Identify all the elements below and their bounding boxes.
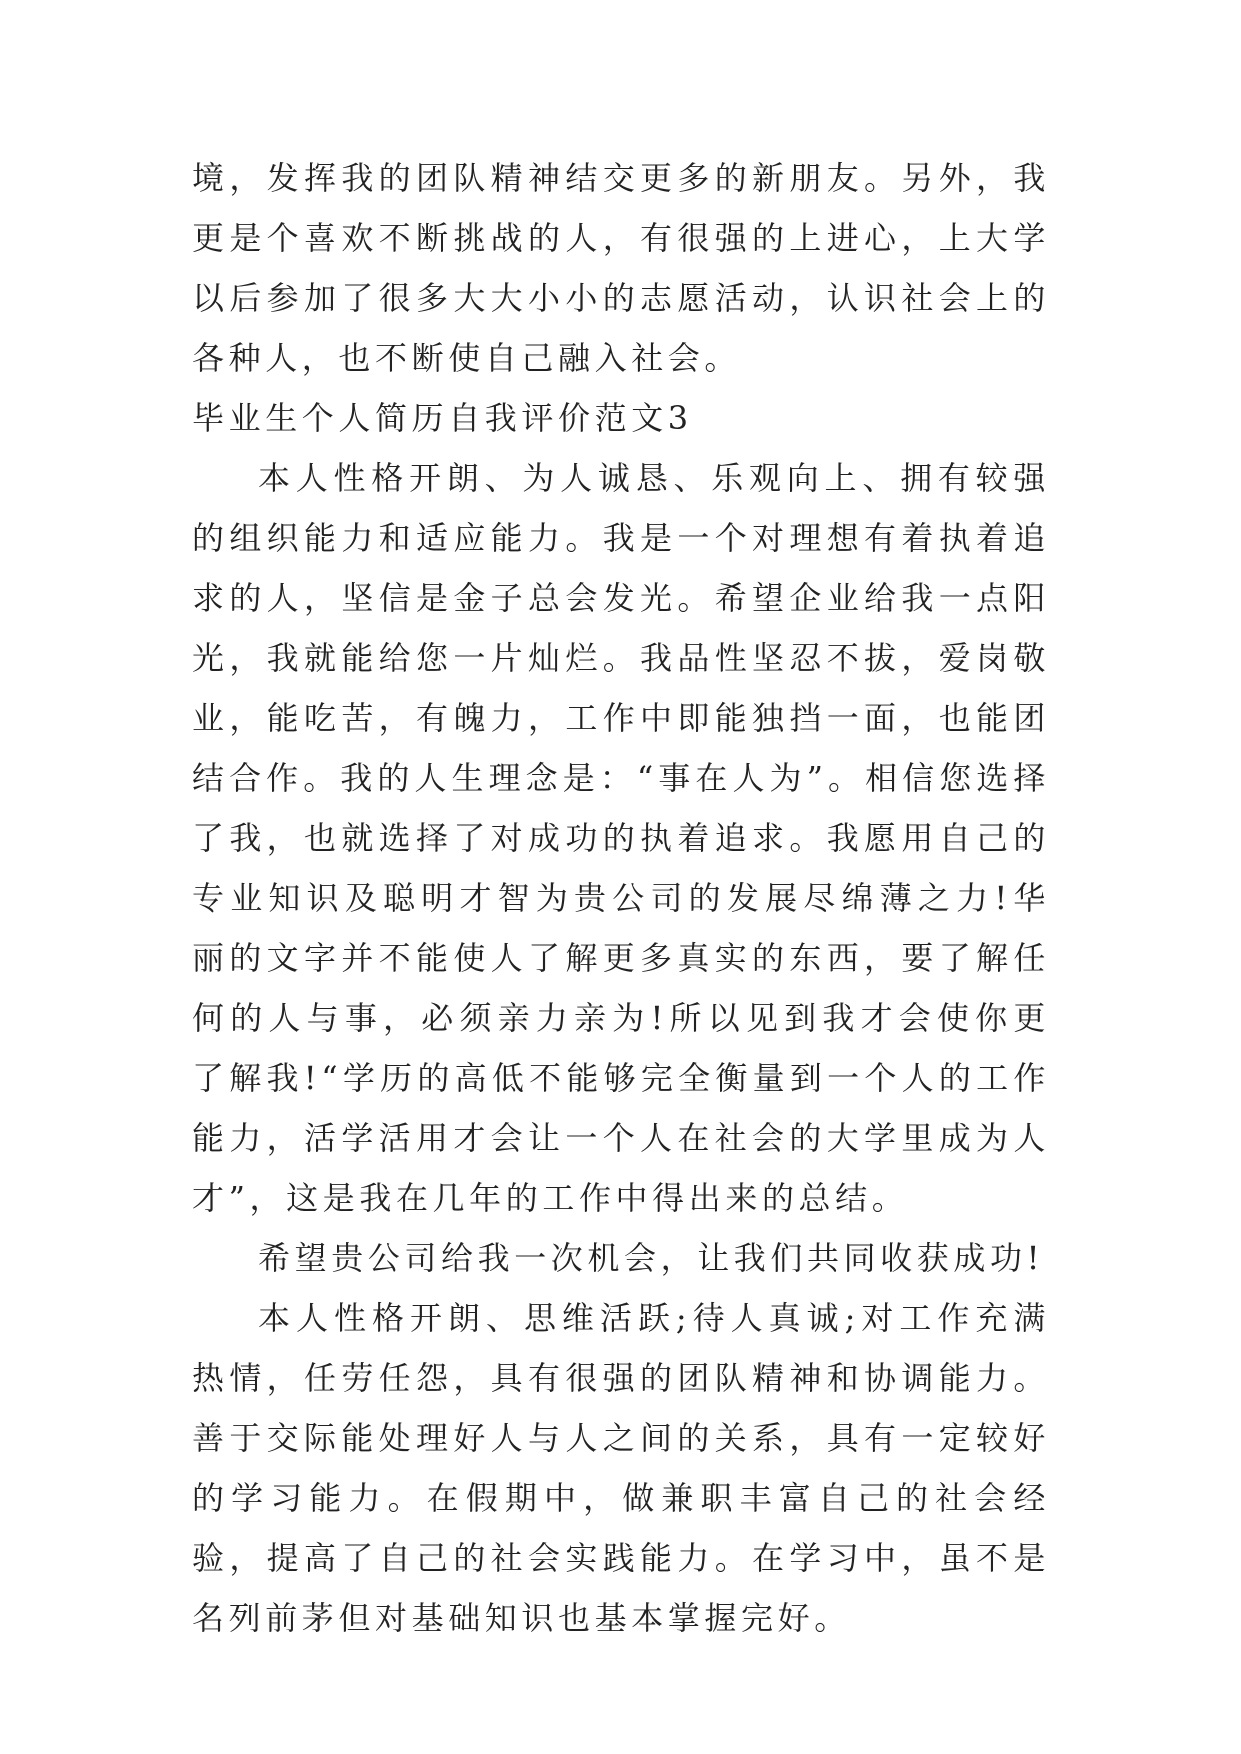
paragraph-3: 本人性格开朗、思维活跃;待人真诚;对工作充满热情，任劳任怨，具有很强的团队精神和协调能力。善于交际能处理好人与人之间的关系，具有一定较好的学习能力。在假期中，做兼职丰富自己的社会经验，提高了自己的社会实践能力。在学习中，虽不是名列前茅但对基础知识也基本掌握完好。 [192, 1299, 1050, 1637]
document-body [192, 148, 1050, 1648]
paragraph-2: 希望贵公司给我一次机会，让我们共同收获成功! [258, 1239, 1045, 1277]
paragraph-1: 本人性格开朗、为人诚恳、乐观向上、拥有较强的组织能力和适应能力。我是一个对理想有着执着追求的人，坚信是金子总会发光。希望企业给我一点阳光，我就能给您一片灿烂。我品性坚忍不拔，爱岗敬业，能吃苦，有魄力，工作中即能独挡一面，也能团结合作。我的人生理念是：“事在人为”。相信您选择了我，也就选择了对成功的执着追求。我愿用自己的专业知识及聪明才智为贵公司的发展尽绵薄之力!华丽的文字并不能使人了解更多真实的东西，要了解任何的人与事，必须亲力亲为!所以见到我才会使你更了解我!“学历的高低不能够完全衡量到一个人的工作能力，活学活用才会让一个人在社会的大学里成为人才”，这是我在几年的工作中得出来的总结。 [192, 459, 1050, 1217]
section-title: 毕业生个人简历自我评价范文3 [192, 399, 693, 437]
continued-paragraph: 境，发挥我的团队精神结交更多的新朋友。另外，我更是个喜欢不断挑战的人，有很强的上进心，上大学以后参加了很多大大小小的志愿活动，认识社会上的各种人，也不断使自己融入社会。 [192, 159, 1050, 377]
